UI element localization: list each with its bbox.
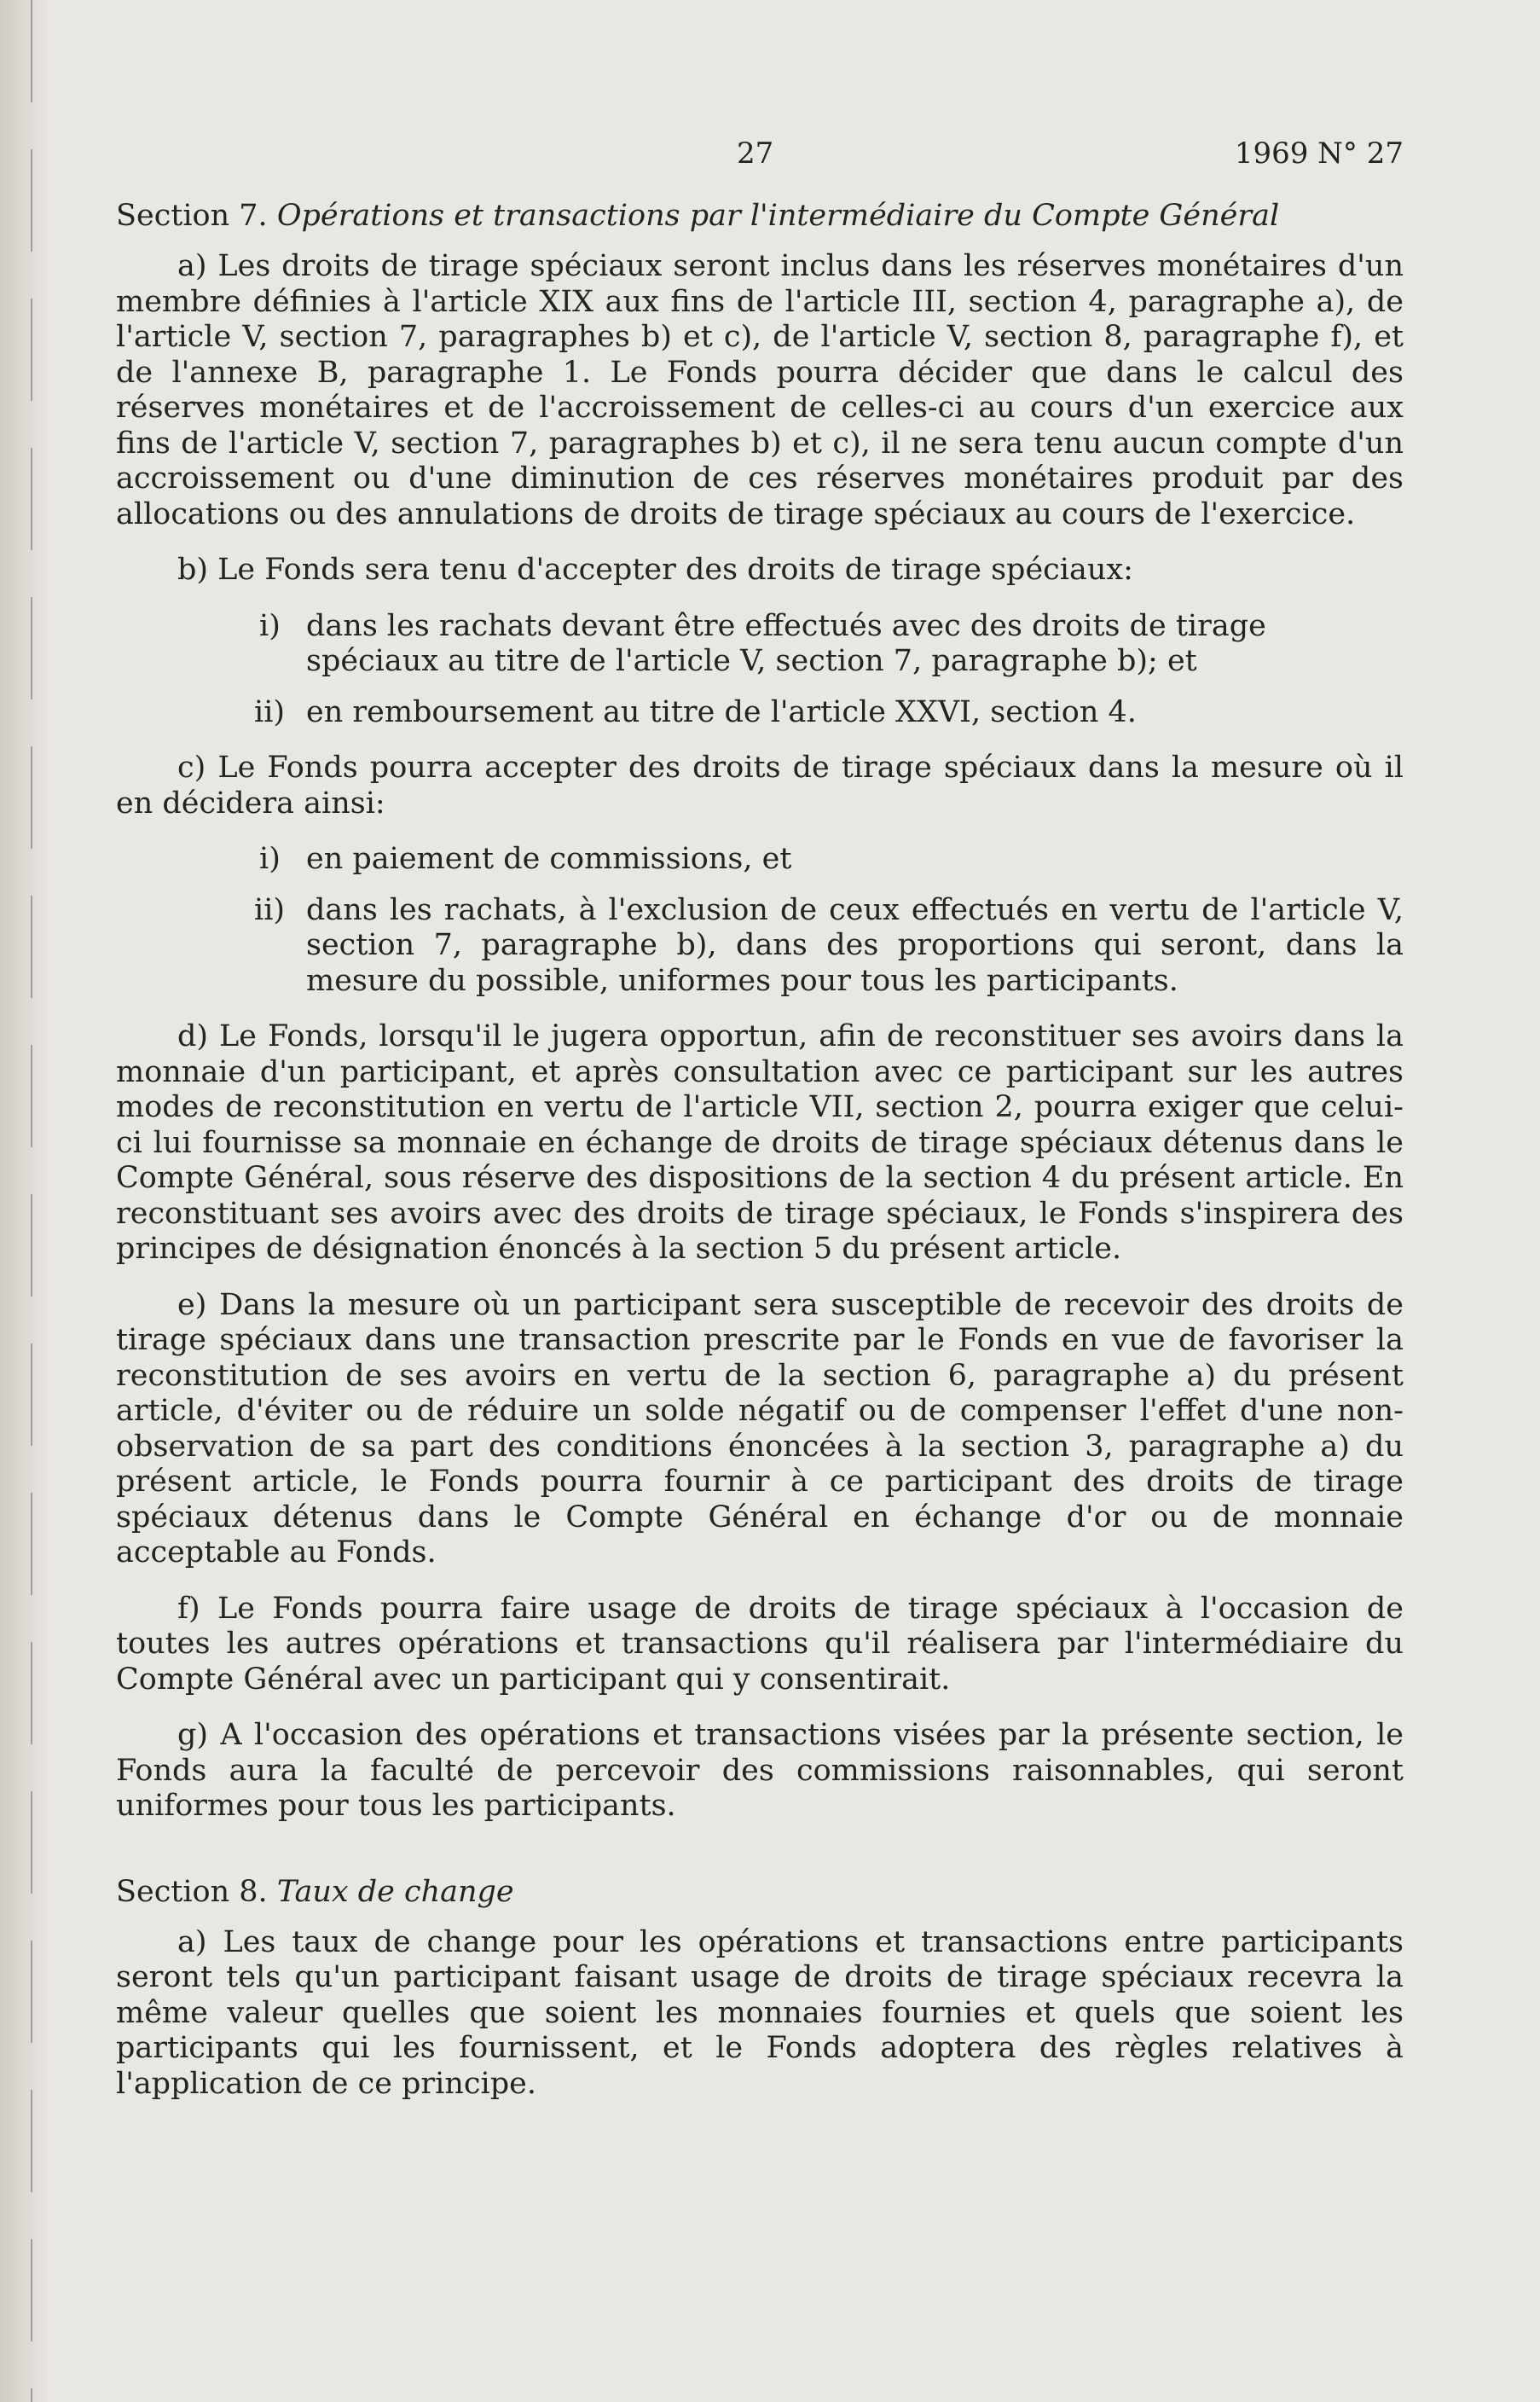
section-7-paragraph-g: g) A l'occasion des opérations et transactions visées par la présente section, le Fonds aura la faculté de percevoir des commissions raisonnables, qui seront uniformes pour tous les participants.	[116, 1718, 1404, 1823]
section-7-c-item-ii	[116, 893, 1404, 1000]
section-8-title: Taux de change	[276, 1874, 514, 1909]
page-number: 27	[737, 136, 774, 171]
section-7-paragraph-d: d) Le Fonds, lorsqu'il le jugera opportun, afin de reconstituer ses avoirs dans la monnaie d'un participant, et après consultation avec ce participant sur les autres modes de reconstitution en vertu de l'article VII, section 2, pourra exiger que celui-ci lui fournisse sa monnaie en échange de droits de tirage spéciaux détenus dans le Compte Général, sous réserve des dispositions de la section 4 du présent article. En reconstituant ses avoirs avec des droits de tirage spéciaux, le Fonds s'inspirera des principes de désignation énoncés à la section 5 du présent article.	[116, 1019, 1404, 1266]
section-7-heading	[116, 196, 1404, 235]
document-reference: 1969 N° 27	[1234, 136, 1404, 171]
item-number: i)	[259, 842, 281, 876]
section-8-paragraph-a: a) Les taux de change pour les opérations et transactions entre participants seront tels qu'un participant faisant usage de droits de tirage spéciaux recevra la même valeur quelles que soient les monnaies fournies et quels que soient les participants qui les fournissent, et le Fonds adoptera des règles relatives à l'application de ce principe.	[116, 1924, 1404, 2101]
page-header	[116, 128, 1404, 196]
section-7-label: Section 7.	[116, 199, 268, 233]
section-7-paragraph-f: f) Le Fonds pourra faire usage de droits de tirage spéciaux à l'occasion de toutes les autres opérations et transactions qu'il réalisera par l'intermédiaire du Compte Général avec un participant qui y consentirait.	[116, 1591, 1404, 1697]
item-text: en remboursement au titre de l'article XXVI, section 4.	[306, 694, 1137, 729]
section-7-b-item-ii	[116, 695, 1404, 731]
section-8-label: Section 8.	[116, 1874, 268, 1909]
item-text: en paiement de commissions, et	[306, 842, 792, 876]
section-7-b-item-i	[116, 609, 1404, 680]
binding-edge	[31, 0, 32, 2402]
item-number: ii)	[254, 892, 286, 927]
section-7-paragraph-e: e) Dans la mesure où un participant sera susceptible de recevoir des droits de tirage spéciaux dans une transaction prescrite par le Fonds en vue de favoriser la reconstitution de ses avoirs en vertu de la section 6, paragraphe a) du présent article, d'éviter ou de réduire un solde négatif ou de compenser l'effet d'une non-observation de sa part des conditions énoncées à la section 3, paragraphe a) du présent article, le Fonds pourra fournir à ce participant des droits de tirage spéciaux détenus dans le Compte Général en échange d'or ou de monnaie acceptable au Fonds.	[116, 1287, 1404, 1569]
item-number: ii)	[254, 694, 286, 729]
document-page	[116, 128, 1404, 2122]
item-text: dans les rachats devant être effectués avec des droits de tirage spéciaux au titre de l'article V, section 7, paragraphe b); et	[306, 608, 1266, 678]
page-gutter	[0, 0, 51, 2402]
section-8-heading	[116, 1872, 1404, 1912]
item-number: i)	[259, 608, 281, 643]
section-7-c-item-i	[116, 842, 1404, 878]
section-7-paragraph-c: c) Le Fonds pourra accepter des droits de tirage spéciaux dans la mesure où il en décidera ainsi:	[116, 751, 1404, 821]
section-7-paragraph-b: b) Le Fonds sera tenu d'accepter des droits de tirage spéciaux:	[177, 553, 1133, 587]
item-text: dans les rachats, à l'exclusion de ceux effectués en vertu de l'article V, section 7, paragraphe b), dans des proportions qui seront, dans la mesure du possible, uniformes pour tous les participants.	[306, 892, 1404, 998]
section-7-title: Opérations et transactions par l'intermédiaire du Compte Général	[276, 199, 1280, 233]
section-7-paragraph-a: a) Les droits de tirage spéciaux seront inclus dans les réserves monétaires d'un membre définies à l'article XIX aux fins de l'article III, section 4, paragraphe a), de l'article V, section 7, paragraphes b) et c), de l'article V, section 8, paragraphe f), et de l'annexe B, paragraphe 1. Le Fonds pourra décider que dans le calcul des réserves monétaires et de l'accroissement de celles-ci au cours d'un exercice aux fins de l'article V, section 7, paragraphes b) et c), il ne sera tenu aucun compte d'un accroissement ou d'une diminution de ces réserves monétaires produit par des allocations ou des annulations de droits de tirage spéciaux au cours de l'exercice.	[116, 249, 1404, 531]
